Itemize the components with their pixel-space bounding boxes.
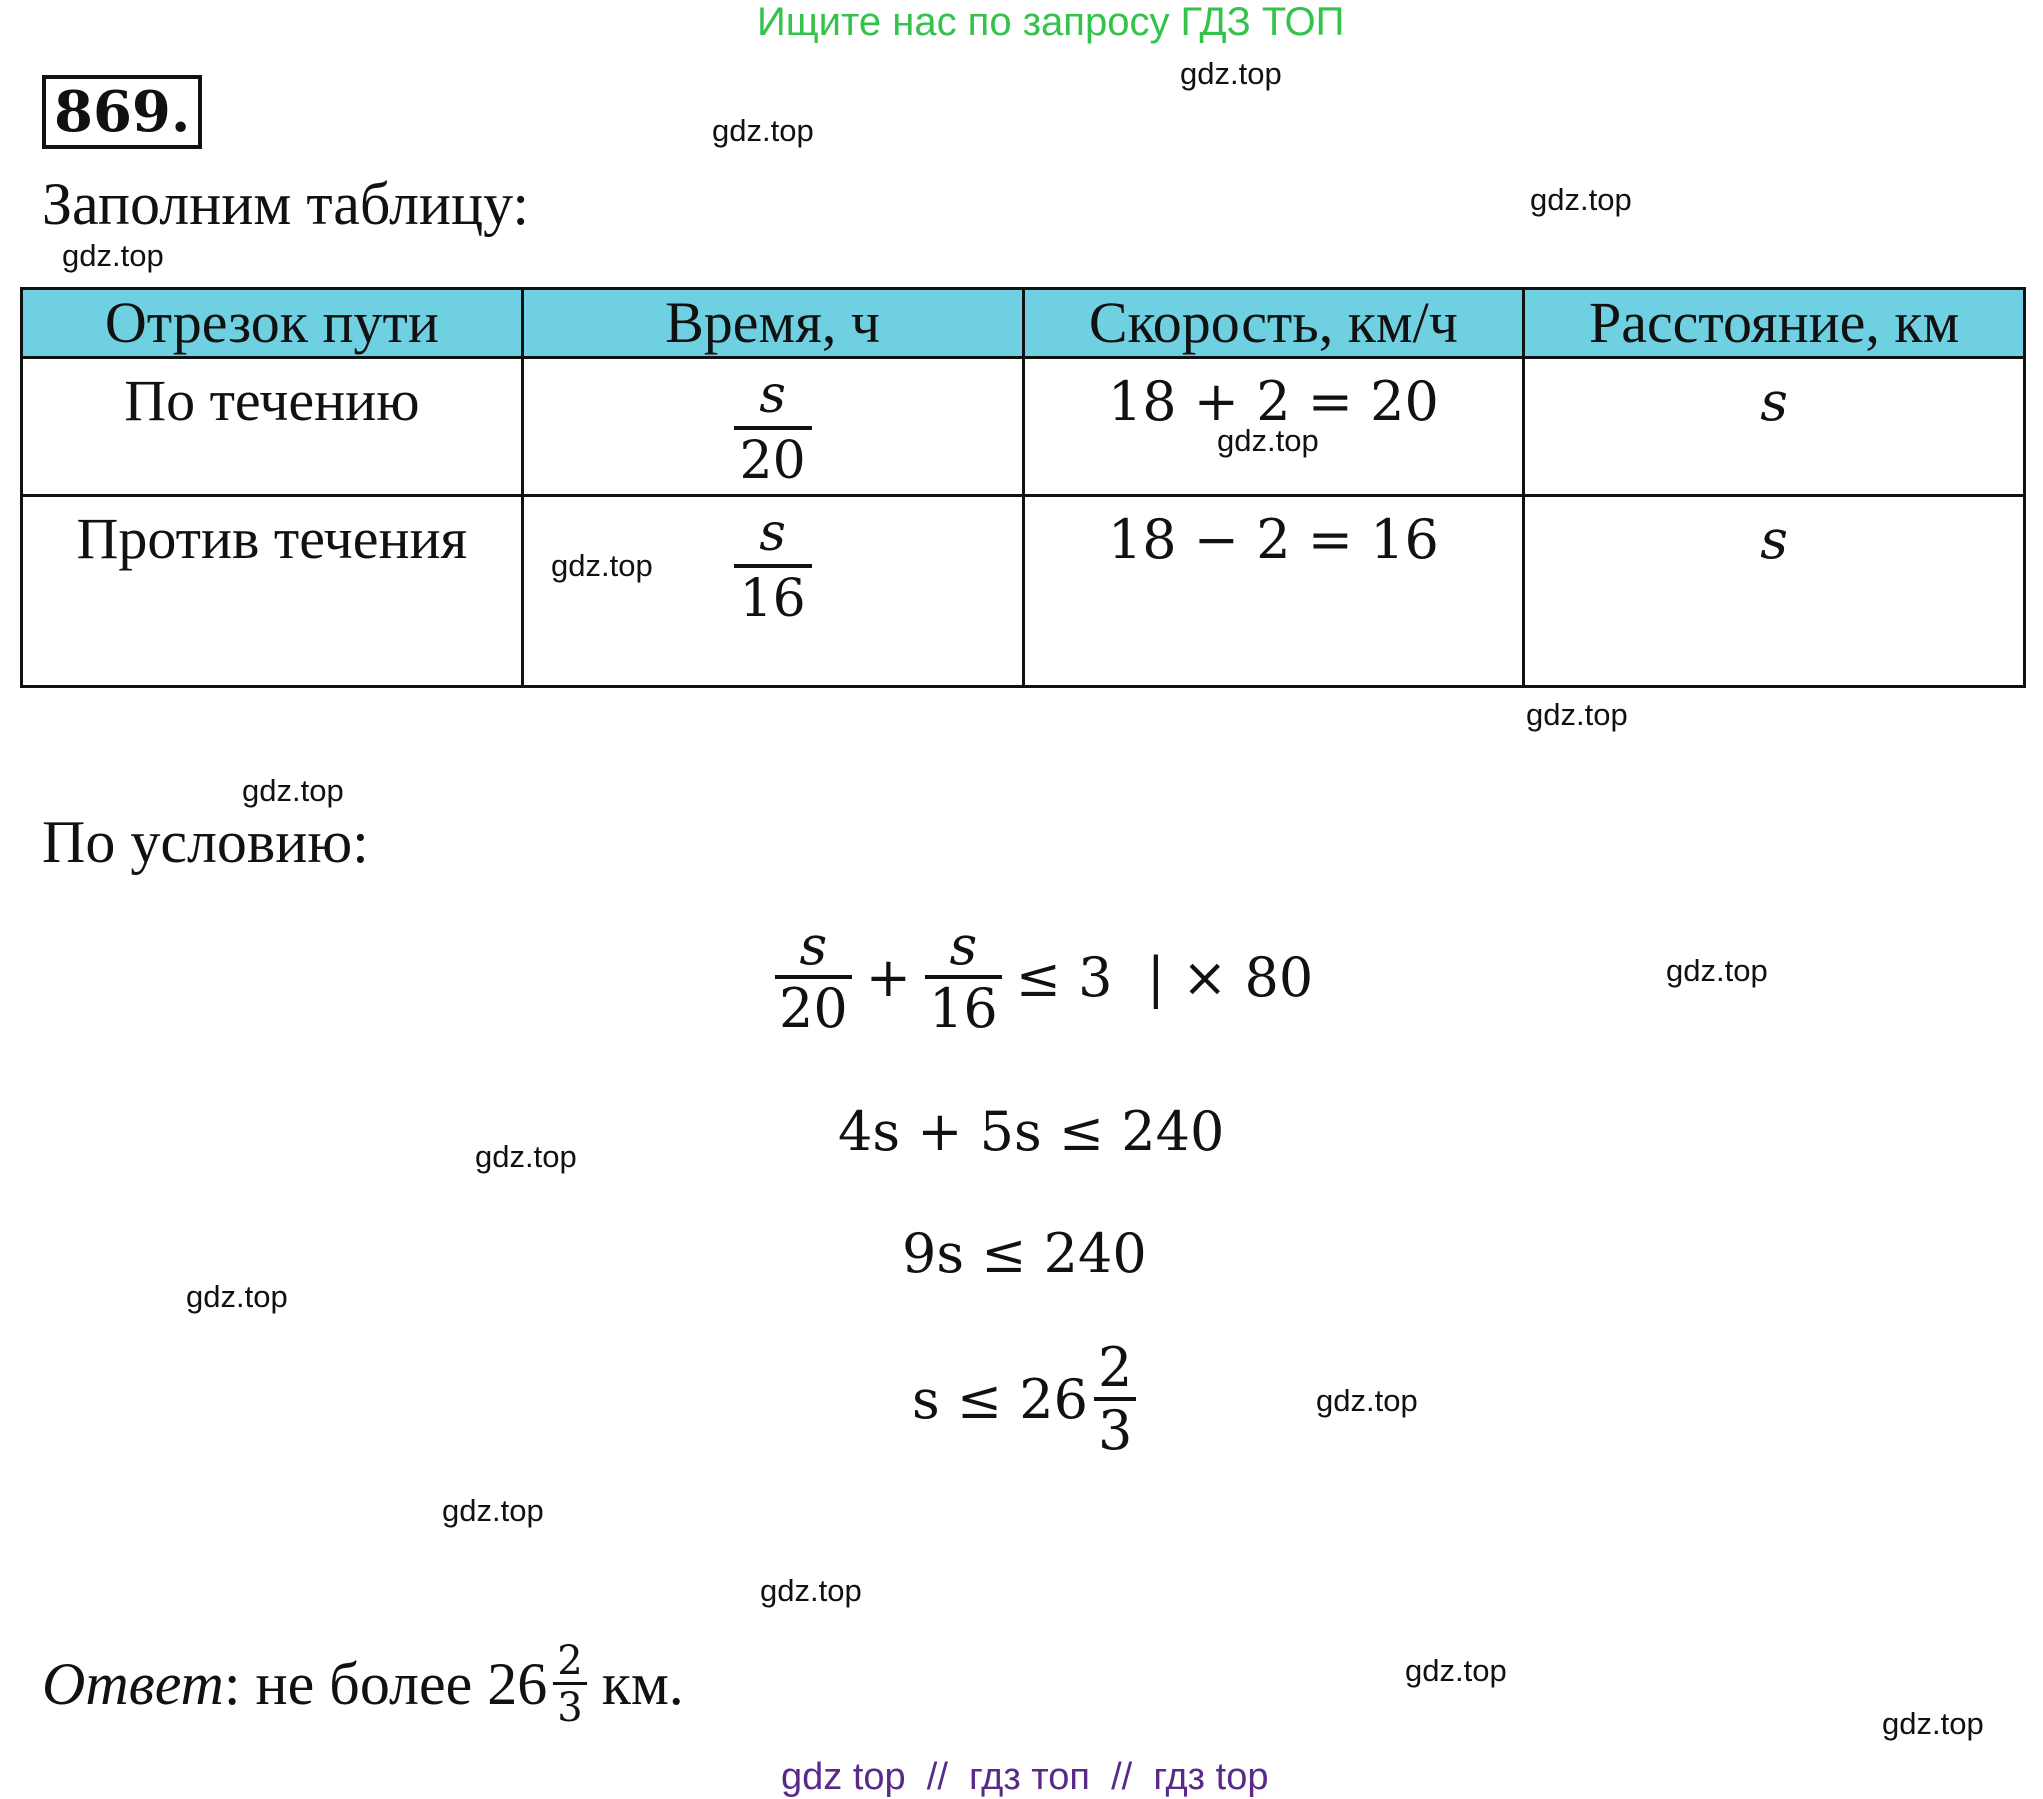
answer-label: Ответ	[42, 1651, 224, 1717]
footer-links: gdz top // гдз топ // гдз top	[781, 1756, 1269, 1798]
watermark: gdz.top	[1526, 697, 1628, 732]
problem-number: 869.	[42, 75, 202, 149]
denominator: 20	[775, 975, 852, 1038]
watermark: gdz.top	[1882, 1706, 1984, 1741]
header-segment: Отрезок пути	[22, 289, 523, 358]
time-denominator: 20	[734, 426, 812, 492]
numerator: s	[799, 914, 828, 977]
intro-heading: Заполним таблицу:	[42, 171, 530, 237]
watermark: gdz.top	[442, 1493, 544, 1528]
numerator: 2	[557, 1638, 583, 1684]
equation-2: 4s + 5s ≤ 240	[838, 1100, 1225, 1163]
fraction-s-20	[775, 914, 852, 1040]
watermark: gdz.top	[551, 548, 653, 583]
cell-distance	[1524, 358, 2025, 496]
table-row	[22, 496, 2025, 687]
answer-unit: км.	[586, 1651, 684, 1717]
cell-segment	[22, 496, 523, 687]
watermark: gdz.top	[1666, 953, 1768, 988]
time-fraction	[734, 364, 812, 492]
time-numerator: s	[759, 365, 786, 425]
speed-value: 18 + 2 = 20	[1107, 370, 1439, 433]
answer-text: : не более 26	[223, 1651, 548, 1717]
watermark: gdz.top	[186, 1279, 288, 1314]
cell-distance	[1524, 496, 2025, 687]
equation-4	[912, 1336, 1136, 1462]
watermark: gdz.top	[712, 113, 814, 148]
watermark: gdz.top	[1180, 56, 1282, 91]
inequality-rest: ≤ 3 | × 80	[1015, 946, 1314, 1010]
watermark: gdz.top	[1405, 1653, 1507, 1688]
cell-time	[522, 358, 1023, 496]
promo-banner: Ищите нас по запросу ГДЗ ТОП	[757, 0, 1345, 44]
header-speed: Скорость, км/ч	[1023, 289, 1524, 358]
time-denominator: 16	[734, 564, 812, 630]
distance-value: s	[1760, 370, 1788, 433]
answer-fraction	[553, 1640, 586, 1729]
condition-label: По условию:	[42, 809, 369, 875]
table-header-row	[22, 289, 2025, 358]
time-fraction	[734, 502, 812, 630]
fraction-2-3	[1094, 1336, 1136, 1462]
cell-time	[522, 496, 1023, 687]
cell-speed	[1023, 496, 1524, 687]
denominator: 16	[925, 975, 1002, 1038]
denominator: 3	[1094, 1397, 1136, 1460]
header-time: Время, ч	[522, 289, 1023, 358]
segment-label: По течению	[124, 368, 420, 433]
cell-segment	[22, 358, 523, 496]
speed-value: 18 − 2 = 16	[1107, 508, 1439, 571]
watermark: gdz.top	[1217, 423, 1319, 458]
watermark: gdz.top	[242, 773, 344, 808]
numerator: s	[949, 914, 978, 977]
header-distance: Расстояние, км	[1524, 289, 2025, 358]
plus-sign: +	[865, 946, 911, 1010]
denominator: 3	[553, 1682, 586, 1729]
watermark: gdz.top	[475, 1139, 577, 1174]
equation-1	[775, 914, 1314, 1040]
fraction-s-16	[925, 914, 1002, 1040]
numerator: 2	[1098, 1336, 1133, 1399]
table-row	[22, 358, 2025, 496]
watermark: gdz.top	[1530, 182, 1632, 217]
motion-table	[20, 287, 2026, 688]
time-numerator: s	[759, 503, 786, 563]
answer-line	[42, 1640, 684, 1729]
equation-3: 9s ≤ 240	[902, 1222, 1147, 1285]
distance-value: s	[1760, 508, 1788, 571]
watermark: gdz.top	[1316, 1383, 1418, 1418]
segment-label: Против течения	[76, 506, 468, 571]
watermark: gdz.top	[62, 238, 164, 273]
equation-lhs: s ≤ 26	[912, 1368, 1089, 1432]
watermark: gdz.top	[760, 1573, 862, 1608]
